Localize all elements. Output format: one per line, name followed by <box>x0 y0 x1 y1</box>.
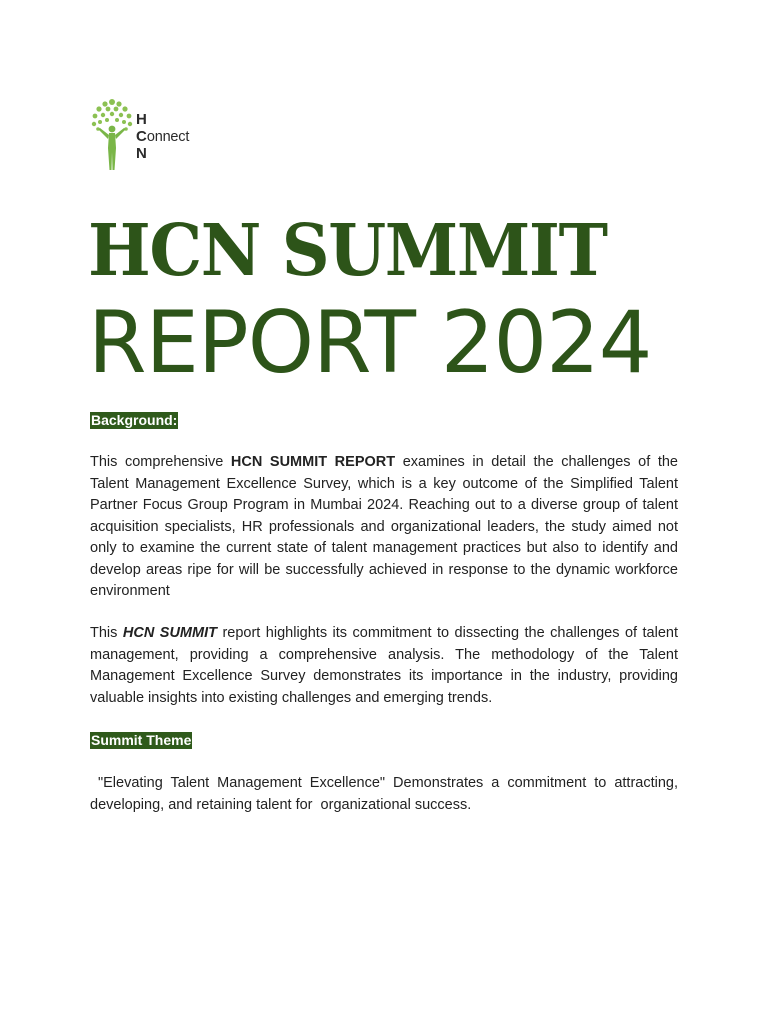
background-paragraph-1 <box>90 452 678 603</box>
p2-text-b: report highlights its commitment to dissecting the challenges of talent management, providing a comprehensive analysis. The methodology of the Talent Management Excellence Survey demonstrates its importance in the industry, providing valuable insights into existing challenges and emerging trends. <box>90 625 678 706</box>
background-heading: Background: <box>91 412 178 428</box>
title-line-1: HCN SUMMIT <box>88 208 607 292</box>
title-line-2: REPORT 2024 <box>88 293 652 393</box>
p2-bold-italic: HCN SUMMIT <box>122 625 217 641</box>
logo-letter-n: N <box>136 145 147 162</box>
logo-letter-h: H <box>136 111 147 128</box>
hcn-logo <box>90 96 210 172</box>
summit-theme-heading: Summit Theme <box>91 732 192 748</box>
p1-text-b: examines in detail the challenges of the Talent Management Excellence Survey, which is a key outcome of the Simplified Talent Partner Focus Group Program in Mumbai 2024. Reaching out to a diverse group of talent acquisition specialists, HR professionals and organizational leaders, the study aimed not only to examine the current state of talent management practices but also to identify and develop areas ripe for will be successfully achieved in response to the dynamic workforce environment <box>90 454 678 599</box>
background-paragraph-2 <box>90 623 678 709</box>
logo-word-rest: onnect <box>146 129 190 145</box>
logo-wordmark <box>136 112 189 163</box>
p1-bold: HCN SUMMIT REPORT <box>230 454 396 470</box>
logo-letter-c: C <box>136 128 147 145</box>
summit-theme-paragraph: "Elevating Talent Management Excellence" Demonstrates a commitment to attracting, developing, and retaining talent for organizational success. <box>90 775 683 813</box>
p2-text-a: This <box>90 625 123 641</box>
p1-text-a: This comprehensive <box>90 454 231 470</box>
tree-person-icon <box>90 96 134 172</box>
